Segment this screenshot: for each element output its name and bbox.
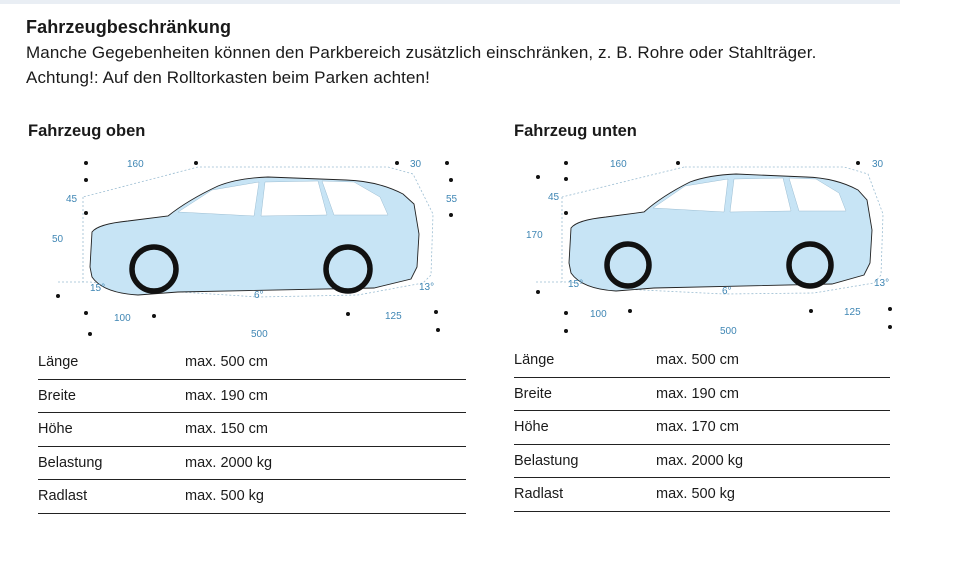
front-wheel [132,247,176,291]
dim-bottom-left: 100 [590,309,607,320]
warning-text: Achtung!: Auf den Rolltorkasten beim Parken achten! [26,68,430,87]
dim-left-side: 50 [52,234,64,245]
spec-value: max. 190 cm [185,379,466,413]
car-window-middle [730,178,791,212]
spec-value: max. 2000 kg [656,444,890,478]
dim-top-right: 30 [410,159,422,170]
panel-title: Fahrzeug unten [514,122,637,140]
dim-angle-rear: 13° [419,282,435,293]
rear-wheel [326,247,370,291]
spec-label: Radlast [38,480,185,514]
panel-title: Fahrzeug oben [28,122,146,140]
rear-wheel [789,244,831,286]
panel-vehicle-top [28,122,468,562]
front-wheel [607,244,649,286]
dim-top-left: 160 [610,159,627,170]
dim-bottom-right: 125 [844,307,861,318]
table-row [514,478,890,512]
dim-angle-mid: 6° [722,286,732,297]
spec-label: Länge [38,346,185,379]
spec-label: Breite [38,379,185,413]
spec-label: Belastung [38,446,185,480]
table-row [514,444,890,478]
top-strip [0,0,900,4]
spec-table [514,344,890,512]
clearance-roofline [562,167,684,197]
dim-total: 500 [720,326,737,337]
page-title: Fahrzeugbeschränkung [26,17,232,37]
spec-value: max. 500 kg [656,478,890,512]
spec-value: max. 190 cm [656,377,890,411]
table-row [514,377,890,411]
car-window-middle [261,181,327,216]
spec-label: Belastung [514,444,656,478]
intro-text: Manche Gegebenheiten können den Parkbereich zusätzlich einschränken, z. B. Rohre oder Stahlträger. [26,43,817,62]
dim-left-side: 170 [526,230,543,241]
spec-label: Breite [514,377,656,411]
car-diagram [28,152,458,347]
spec-table [38,346,466,514]
table-row [514,344,890,377]
panel-vehicle-bottom [514,122,954,562]
spec-label: Radlast [514,478,656,512]
spec-label: Höhe [514,411,656,445]
dim-left-upper: 45 [548,192,560,203]
dim-left-upper: 45 [66,194,78,205]
table-row [38,413,466,447]
dim-angle-front: 15° [90,283,106,294]
table-row [38,379,466,413]
table-row [38,346,466,379]
spec-value: max. 170 cm [656,411,890,445]
table-row [38,446,466,480]
table-row [514,411,890,445]
table-row [38,480,466,514]
spec-value: max. 500 cm [185,346,466,379]
spec-label: Länge [514,344,656,377]
dim-top-right: 30 [872,159,884,170]
clearance-roofline [83,167,198,197]
dim-angle-rear: 13° [874,278,890,289]
spec-value: max. 150 cm [185,413,466,447]
spec-value: max. 2000 kg [185,446,466,480]
dim-top-left: 160 [127,159,144,170]
dim-bottom-right: 125 [385,311,402,322]
dim-total: 500 [251,329,268,340]
spec-value: max. 500 kg [185,480,466,514]
spec-value: max. 500 cm [656,344,890,377]
dim-right-upper: 55 [446,194,458,205]
dim-angle-mid: 6° [254,290,264,301]
spec-label: Höhe [38,413,185,447]
car-diagram [514,152,900,347]
dim-bottom-left: 100 [114,313,131,324]
dim-angle-front: 15° [568,279,584,290]
